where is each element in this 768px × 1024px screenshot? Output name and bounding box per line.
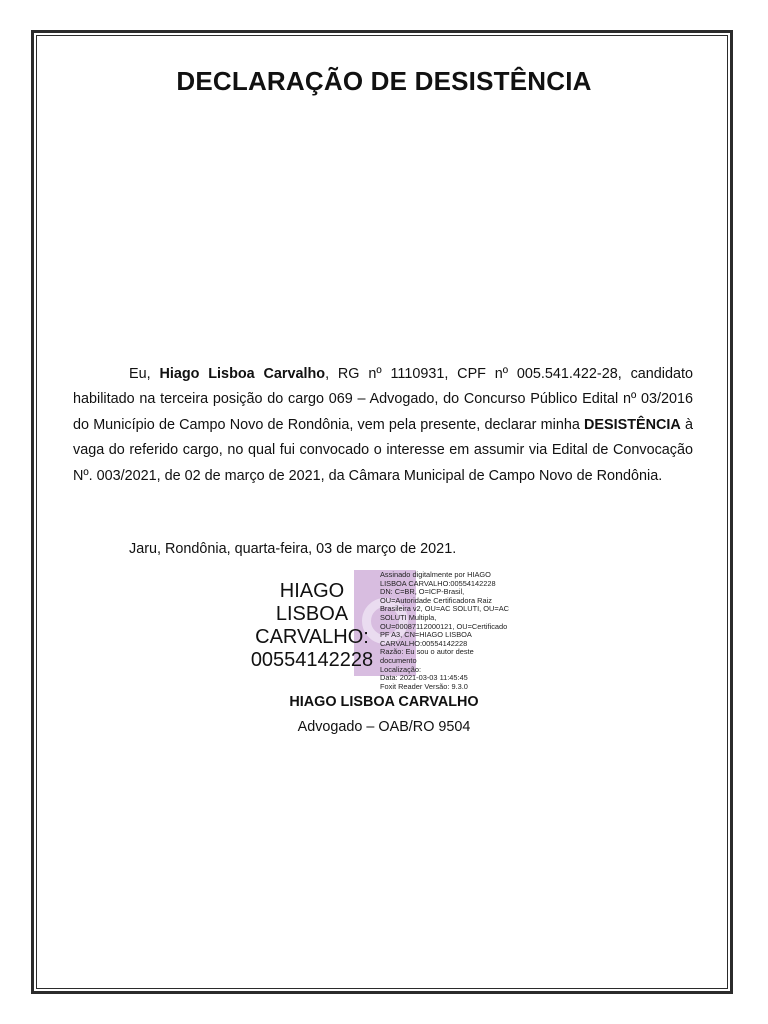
signature-detail-line: OU=00087112000121, OU=Certificado bbox=[380, 621, 508, 631]
declarant-name: Hiago Lisboa Carvalho bbox=[159, 366, 326, 382]
signature-details bbox=[380, 571, 518, 691]
signature-name-line: 00554142228 bbox=[250, 649, 374, 671]
signature-detail-line: PF A3, CN=HIAGO LISBOA bbox=[380, 630, 472, 640]
signer-role: Advogado – OAB/RO 9504 bbox=[297, 719, 471, 735]
signature-name-line: LISBOA bbox=[275, 603, 349, 625]
page-border-inner bbox=[36, 35, 728, 989]
signature-detail-line: Localização: bbox=[380, 664, 422, 674]
body-text-end: à vaga do referido cargo, no qual fui convocado o interesse em assumir via Edital de Convocação Nº. 003/2021, de 02 de março de 2021, da Câmara Municipal de Campo Novo de Rondônia. bbox=[73, 416, 693, 484]
signature-name bbox=[240, 580, 384, 672]
signature-detail-line: Brasileira v2, OU=AC SOLUTI, OU=AC bbox=[380, 604, 509, 614]
signature-name-line: CARVALHO: bbox=[255, 626, 369, 648]
signer-name: HIAGO LISBOA CARVALHO bbox=[289, 694, 479, 710]
declaration-paragraph bbox=[73, 362, 693, 489]
desistance-keyword: DESISTÊNCIA bbox=[584, 416, 681, 433]
signature-detail-line: DN: C=BR, O=ICP-Brasil, bbox=[380, 587, 465, 597]
signature-detail-line: CARVALHO:00554142228 bbox=[380, 638, 468, 648]
digital-signature[interactable] bbox=[240, 570, 530, 691]
body-text-middle: , RG nº 1110931, CPF nº 005.541.422-28, candidato habilitado na terceira posição do cargo 069 – Advogado, do Concurso Público Edital nº 03/2016 do Município de Campo Novo de Rondônia, vem pela presente, declarar minha bbox=[73, 366, 693, 433]
signature-detail-line: Razão: Eu sou o autor deste bbox=[380, 647, 474, 657]
signature-detail-line: Data: 2021-03-03 11:45:45 bbox=[380, 673, 468, 683]
signature-name-line: HIAGO bbox=[279, 580, 345, 602]
body-text-intro: Eu, bbox=[129, 366, 160, 382]
signature-detail-line: SOLUTI Multipla, bbox=[380, 612, 437, 622]
signature-detail-line: LISBOA CARVALHO:00554142228 bbox=[380, 578, 496, 588]
signature-detail-line: documento bbox=[380, 655, 417, 665]
signature-detail-line: Assinado digitalmente por HIAGO bbox=[380, 570, 491, 579]
signature-detail-line: OU=Autoridade Certificadora Raiz bbox=[380, 595, 492, 605]
signature-detail-line: Foxit Reader Versão: 9.3.0 bbox=[380, 681, 468, 691]
document-title: DECLARAÇÃO DE DESISTÊNCIA bbox=[176, 66, 592, 96]
date-line: Jaru, Rondônia, quarta-feira, 03 de março de 2021. bbox=[129, 541, 457, 557]
